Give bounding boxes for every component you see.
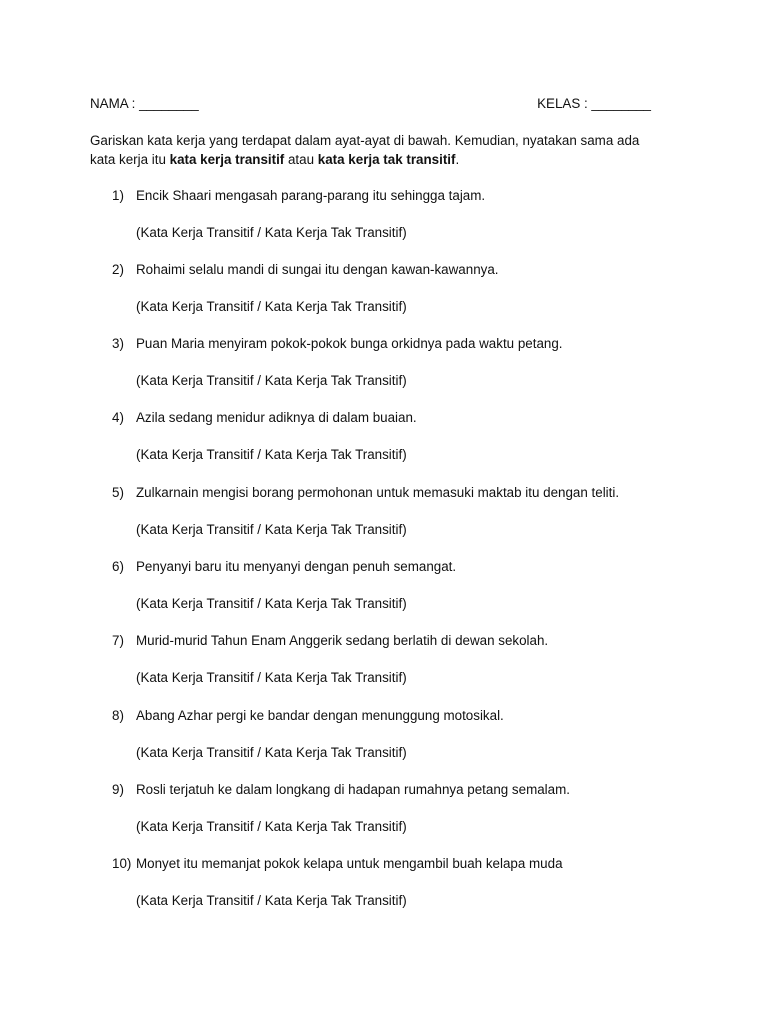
question-number: 9) <box>112 782 124 797</box>
question-sentence: Encik Shaari mengasah parang-parang itu sehingga tajam. <box>136 188 486 203</box>
worksheet-header <box>90 95 651 113</box>
question-sentence: Monyet itu memanjat pokok kelapa untuk mengambil buah kelapa muda <box>136 856 563 871</box>
question-sentence: Azila sedang menidur adiknya di dalam buaian. <box>136 410 417 425</box>
instructions-bold-intransitive: kata kerja tak transitif <box>317 152 456 167</box>
instructions-paragraph <box>90 131 665 169</box>
question-item <box>0 335 768 409</box>
nama-field-label: NAMA : ________ <box>90 96 199 111</box>
question-sentence: Abang Azhar pergi ke bandar dengan menunggung motosikal. <box>136 708 504 723</box>
question-item <box>0 261 768 335</box>
answer-choice: (Kata Kerja Transitif / Kata Kerja Tak Transitif) <box>136 447 407 462</box>
answer-choice: (Kata Kerja Transitif / Kata Kerja Tak Transitif) <box>136 299 407 314</box>
question-number: 7) <box>112 633 124 648</box>
question-item <box>0 558 768 632</box>
question-sentence: Zulkarnain mengisi borang permohonan untuk memasuki maktab itu dengan teliti. <box>136 485 620 500</box>
question-sentence: Puan Maria menyiram pokok-pokok bunga orkidnya pada waktu petang. <box>136 336 563 351</box>
question-item <box>0 409 768 483</box>
answer-choice: (Kata Kerja Transitif / Kata Kerja Tak Transitif) <box>136 522 407 537</box>
instructions-text-3: . <box>455 152 460 167</box>
instructions-bold-transitive: kata kerja transitif <box>169 152 285 167</box>
question-item <box>0 855 768 929</box>
question-number: 1) <box>112 188 124 203</box>
question-item <box>0 187 768 261</box>
question-number: 3) <box>112 336 124 351</box>
answer-choice: (Kata Kerja Transitif / Kata Kerja Tak Transitif) <box>136 893 407 908</box>
question-item <box>0 484 768 558</box>
question-sentence: Rohaimi selalu mandi di sungai itu dengan kawan-kawannya. <box>136 262 499 277</box>
question-item <box>0 632 768 706</box>
answer-choice: (Kata Kerja Transitif / Kata Kerja Tak Transitif) <box>136 745 407 760</box>
answer-choice: (Kata Kerja Transitif / Kata Kerja Tak Transitif) <box>136 225 407 240</box>
question-sentence: Murid-murid Tahun Enam Anggerik sedang berlatih di dewan sekolah. <box>136 633 549 648</box>
question-number: 6) <box>112 559 124 574</box>
question-number: 10) <box>112 856 132 871</box>
question-sentence: Rosli terjatuh ke dalam longkang di hadapan rumahnya petang semalam. <box>136 782 570 797</box>
kelas-field-label: KELAS : ________ <box>537 96 651 111</box>
question-number: 8) <box>112 708 124 723</box>
question-number: 5) <box>112 485 124 500</box>
answer-choice: (Kata Kerja Transitif / Kata Kerja Tak Transitif) <box>136 670 407 685</box>
answer-choice: (Kata Kerja Transitif / Kata Kerja Tak Transitif) <box>136 596 407 611</box>
instructions-text-2: atau <box>284 152 318 167</box>
question-item <box>0 707 768 781</box>
question-number: 2) <box>112 262 124 277</box>
answer-choice: (Kata Kerja Transitif / Kata Kerja Tak Transitif) <box>136 373 407 388</box>
question-number: 4) <box>112 410 124 425</box>
answer-choice: (Kata Kerja Transitif / Kata Kerja Tak Transitif) <box>136 819 407 834</box>
question-item <box>0 781 768 855</box>
instructions-text-1: Gariskan kata kerja yang terdapat dalam ayat-ayat di bawah. Kemudian, nyatakan sama ada kata kerja itu <box>90 133 640 167</box>
question-sentence: Penyanyi baru itu menyanyi dengan penuh semangat. <box>136 559 457 574</box>
